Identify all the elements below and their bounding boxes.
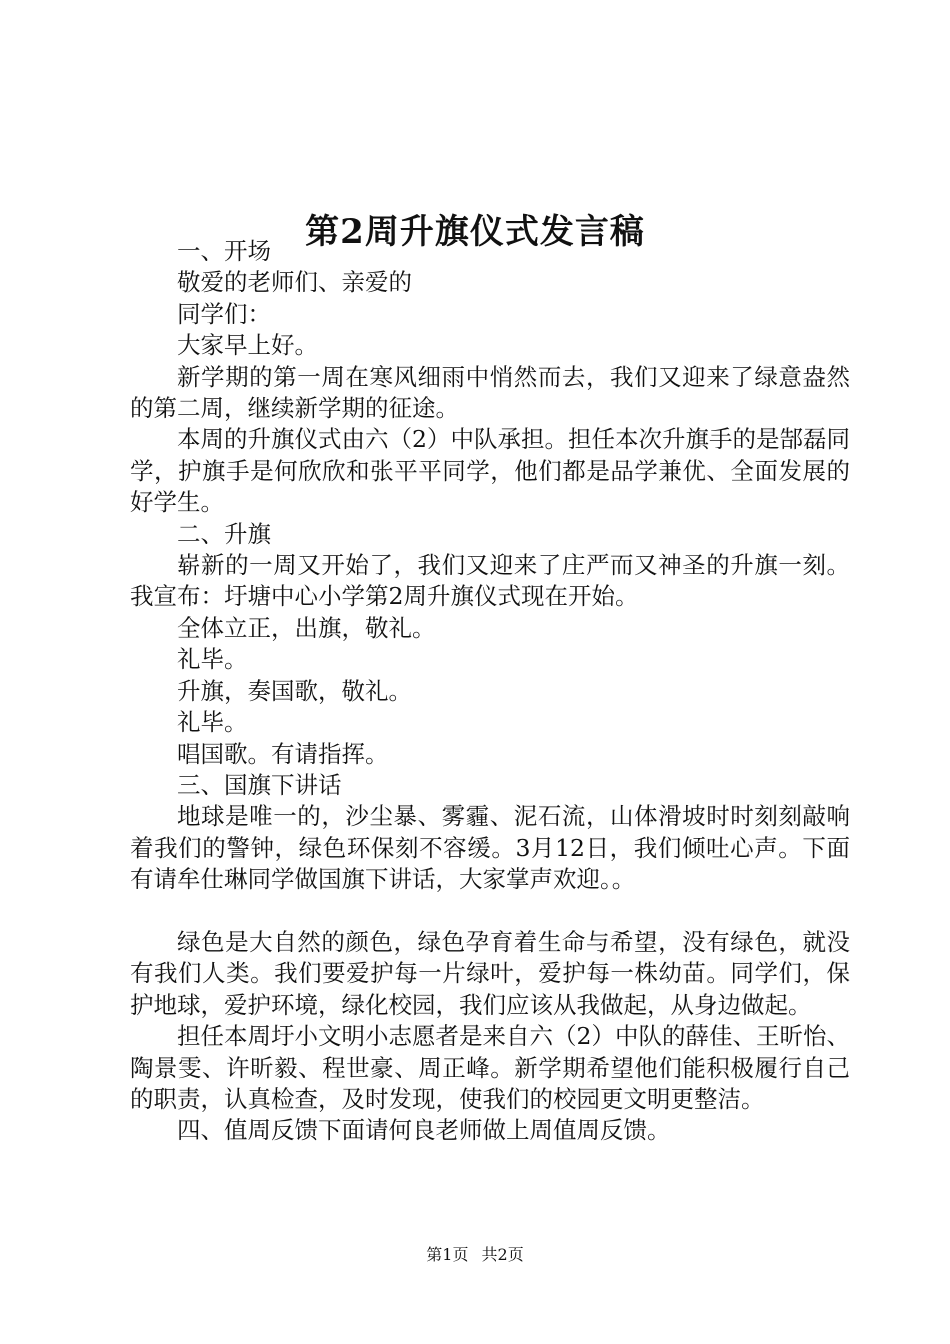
body-paragraph: 礼毕。 (177, 645, 248, 674)
body-paragraph: 担任本周圩小文明小志愿者是来自六（2）中队的薛佳、王昕怡、陶景雯、许昕毅、程世豪、周正峰。新学期希望他们能积极履行自己的职责，认真检查，及时发现，使我们的校园更文明更整洁。 (130, 1022, 850, 1113)
section-heading-duty-feedback: 四、值周反馈下面请何良老师做上周值周反馈。 (177, 1116, 671, 1145)
body-paragraph: 本周的升旗仪式由六（2）中队承担。担任本次升旗手的是郜磊同学，护旗手是何欣欣和张平平同学，他们都是品学兼优、全面发展的好学生。 (130, 425, 850, 517)
section-heading-speech: 三、国旗下讲话 (177, 770, 342, 799)
body-paragraph: 唱国歌。有请指挥。 (177, 739, 389, 768)
page-total: 共2页 (481, 1245, 524, 1264)
greeting-paragraph: 大家早上好。 (177, 331, 318, 360)
body-paragraph: 升旗，奏国歌，敬礼。 (177, 676, 412, 705)
body-paragraph: 绿色是大自然的颜色，绿色孕育着生命与希望，没有绿色，就没有我们人类。我们要爱护每一片绿叶，爱护每一株幼苗。同学们，保护地球，爱护环境，绿化校园，我们应该从我做起，从身边做起。 (130, 927, 850, 1019)
section-heading-flag-raising: 二、升旗 (177, 519, 271, 548)
salutation-line-1: 敬爱的老师们、亲爱的 (177, 268, 412, 297)
page-number: 第1页 (426, 1245, 469, 1264)
body-paragraph: 地球是唯一的，沙尘暴、雾霾、泥石流，山体滑坡时时刻刻敲响着我们的警钟，绿色环保刻不容缓。3月12日，我们倾吐心声。下面有请牟仕琳同学做国旗下讲话，大家掌声欢迎。。 (130, 802, 850, 894)
body-paragraph: 崭新的一周又开始了，我们又迎来了庄严而又神圣的升旗一刻。我宣布：圩塘中心小学第2周升旗仪式现在开始。 (130, 551, 850, 611)
body-paragraph: 新学期的第一周在寒风细雨中悄然而去，我们又迎来了绿意盎然的第二周，继续新学期的征途。 (130, 362, 850, 423)
page-title: 第2周升旗仪式发言稿 (305, 211, 645, 252)
body-paragraph: 全体立正，出旗，敬礼。 (177, 613, 436, 642)
body-paragraph: 礼毕。 (177, 708, 248, 737)
blank-line (130, 896, 850, 927)
salutation-line-2: 同学们： (177, 299, 271, 328)
page-footer (0, 1243, 950, 1267)
section-heading-opening: 一、开场 (177, 237, 271, 265)
document-body (130, 236, 850, 1147)
